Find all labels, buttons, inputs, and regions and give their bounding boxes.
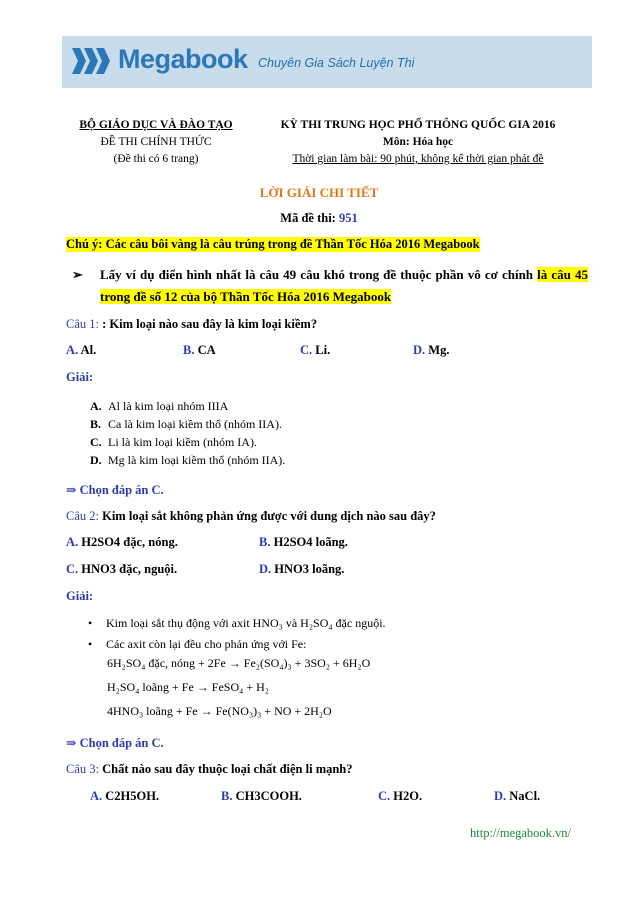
question-1-text: : Kim loại nào sau đây là kim loại kiềm? (98, 317, 318, 331)
question-2-text: Kim loại sắt không phản ứng được với dung dịch nào sau đây? (98, 509, 436, 523)
q2-option-b: B. H2SO4 loãng. (259, 535, 348, 549)
q2-option-a: A. H2SO4 đặc, nóng. (66, 535, 178, 549)
q3-option-c: C. H2O. (378, 789, 423, 803)
exam-type: ĐỀ THI CHÍNH THỨC (100, 136, 212, 148)
q1-option-d: D. Mg. (413, 343, 450, 357)
question-3-label: Câu 3: (66, 762, 99, 776)
q1-option-a: A. Al. (66, 343, 97, 357)
q1-solution-b: B. Ca là kim loại kiềm thổ (nhóm IIA). (90, 417, 282, 431)
question-2 (66, 509, 436, 524)
equation-3: 4HNO₃ loãng + Fe → Fe(NO₃)₃ + NO + 2H₂O (107, 704, 332, 718)
q3-option-d: D. NaCl. (494, 789, 541, 803)
page-count: (Đề thi có 6 trang) (113, 153, 199, 165)
ministry-name: BỘ GIÁO DỤC VÀ ĐÀO TẠO (79, 119, 233, 131)
question-3 (66, 762, 353, 777)
equation-1: 6H₂SO₄ đặc, nóng + 2Fe → Fe₂(SO₄)₃ + 3SO₂ + 6H₂O (107, 656, 371, 670)
q2-answer: ⇒ Chọn đáp án C. (66, 736, 164, 750)
bullet-text: Lấy ví dụ điển hình nhất là câu 49 câu khó trong đề thuộc phần vô cơ chính (100, 267, 538, 282)
q1-solution-label: Giải: (66, 370, 94, 384)
footer-link[interactable]: http://megabook.vn/ (470, 826, 572, 840)
bullet-dot-icon: • (88, 637, 93, 651)
logo-tagline: Chuyên Gia Sách Luyện Thi (258, 56, 415, 70)
subject: Môn: Hóa học (382, 136, 454, 148)
time-limit: Thời gian làm bài: 90 phút, không kể thời gian phát đề (292, 153, 544, 165)
equation-2: H₂SO₄ loãng + Fe → FeSO₄ + H₂ (107, 680, 269, 694)
header-right (258, 117, 578, 168)
q1-solution-c: C. Li là kim loại kiềm (nhóm IA). (90, 435, 257, 449)
megabook-banner (62, 36, 592, 88)
exam-code (0, 211, 638, 226)
header-left (66, 117, 246, 168)
q3-option-a: A. C2H5OH. (90, 789, 160, 803)
q1-solution-a: A. Al là kim loại nhóm IIIA (90, 399, 229, 413)
q1-solution-d: D. Mg là kim loại kiềm thổ (nhóm IIA). (90, 453, 286, 467)
q3-option-b: B. CH3COOH. (221, 789, 302, 803)
logo-text: Megabook (118, 44, 248, 74)
q2-option-d: D. HNO3 loãng. (259, 562, 345, 576)
page-title: LỜI GIẢI CHI TIẾT (259, 185, 379, 200)
question-3-text: Chất nào sau đây thuộc loại chất điện li mạnh? (98, 762, 353, 776)
megabook-logo-icon (72, 48, 116, 74)
highlight-note: Chú ý: Các câu bôi vàng là câu trúng trong đề Thần Tốc Hóa 2016 Megabook (66, 237, 480, 251)
q2-bullet-2: • Các axit còn lại đều cho phản ứng với Fe: (88, 634, 386, 655)
q1-solution-list (90, 397, 285, 469)
q2-solution-label: Giải: (66, 589, 94, 603)
question-2-label: Câu 2: (66, 509, 99, 523)
q2-bullet-1: • Kim loại sắt thụ động với axit HNO₃ và H₂SO₄ đặc nguội. (88, 613, 386, 634)
arrow-bullet-icon: ➢ (72, 267, 83, 282)
question-1 (66, 317, 317, 332)
bullet-highlight: là câu 45 trong đề số 12 của bộ Thần Tốc Hóa 2016 Megabook (100, 267, 588, 304)
exam-code-label: Mã đề thi: (280, 211, 339, 225)
q1-option-b: B. CA (183, 343, 216, 357)
q1-answer: ⇒ Chọn đáp án C. (66, 483, 164, 497)
q2-option-c: C. HNO3 đặc, nguội. (66, 562, 178, 576)
q1-option-c: C. Li. (300, 343, 331, 357)
q2-solution-bullets (88, 613, 386, 655)
exam-code-value: 951 (338, 211, 358, 225)
question-1-label: Câu 1: (66, 317, 99, 331)
example-bullet (72, 264, 588, 308)
exam-name: KỲ THI TRUNG HỌC PHỔ THÔNG QUỐC GIA 2016 (280, 119, 556, 131)
bullet-dot-icon: • (88, 616, 93, 630)
